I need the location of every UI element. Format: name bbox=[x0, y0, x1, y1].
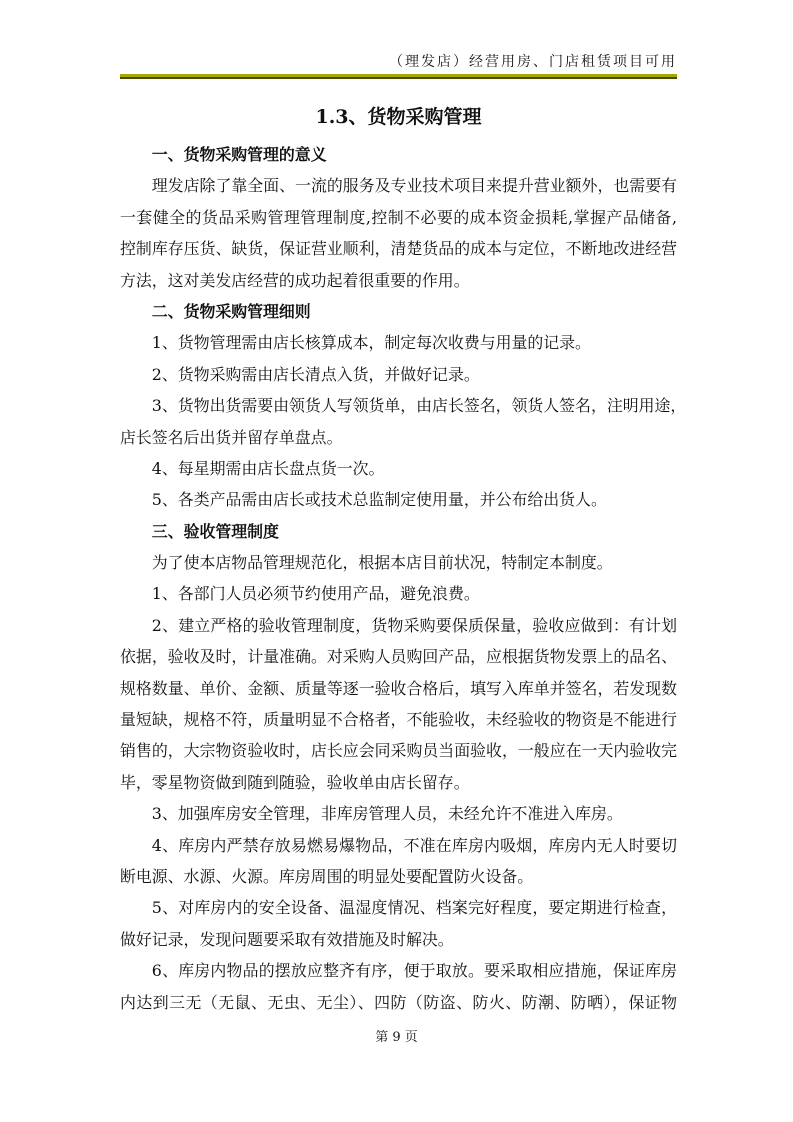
text-line: 销售的，大宗物资验收时，店长应会同采购员当面验收，一般应在一天内验收完 bbox=[120, 741, 677, 761]
text-line: 6、库房内物品的摆放应整齐有序，便于取放。要采取相应措施，保证库房 bbox=[151, 961, 677, 981]
paragraph bbox=[120, 170, 677, 296]
text-line: 规格数量、单价、金额、质量等逐一验收合格后，填写入库单并签名，若发现数 bbox=[120, 678, 677, 698]
paragraph bbox=[120, 390, 687, 453]
document-body bbox=[120, 139, 687, 1018]
text-line: 5、对库房内的安全设备、温湿度情况、档案完好程度，要定期进行检查， bbox=[151, 898, 677, 918]
subsection-heading bbox=[120, 516, 677, 547]
text-line: 依据，验收及时，计量准确。对采购人员购回产品，应根据货物发票上的品名、 bbox=[120, 647, 677, 667]
text-line: 方法，这对美发店经营的成功起着很重要的作用。 bbox=[120, 270, 470, 290]
paragraph bbox=[120, 547, 677, 578]
section-title: 1.3、货物采购管理 bbox=[315, 106, 482, 128]
text-line: 毕，零星物资做到随到随验，验收单由店长留存。 bbox=[120, 772, 470, 792]
subsection-heading bbox=[120, 139, 677, 170]
text-line: 断电源、水源、火源。库房周围的明显处要配置防火设备。 bbox=[120, 866, 534, 886]
text-line: 二、货物采购管理细则 bbox=[151, 301, 311, 321]
text-line: 做好记录，发现问题要采取有效措施及时解决。 bbox=[120, 929, 454, 949]
text-line: 4、库房内严禁存放易燃易爆物品，不准在库房内吸烟，库房内无人时要切 bbox=[151, 835, 677, 855]
paragraph bbox=[120, 830, 677, 893]
text-line: 4、每星期需由店长盘点货一次。 bbox=[151, 458, 385, 478]
page-number: 第 9 页 bbox=[375, 1030, 418, 1045]
paragraph bbox=[120, 359, 677, 390]
text-line: 3、加强库房安全管理，非库房管理人员，未经允许不准进入库房。 bbox=[151, 804, 623, 824]
running-header: （理发店）经营用房、门店租赁项目可用 bbox=[389, 54, 677, 70]
text-line: 店长签名后出货并留存单盘点。 bbox=[120, 427, 343, 447]
paragraph bbox=[120, 798, 677, 829]
text-line: 三、验收管理制度 bbox=[151, 521, 279, 541]
text-line: 为了使本店物品管理规范化，根据本店目前状况，特制定本制度。 bbox=[151, 553, 613, 573]
paragraph bbox=[120, 578, 677, 609]
header-rule-shadow bbox=[120, 77, 677, 79]
paragraph bbox=[120, 453, 677, 484]
text-line: 1、货物管理需由店长核算成本，制定每次收费与用量的记录。 bbox=[151, 333, 591, 353]
paragraph bbox=[120, 484, 677, 515]
text-line: 量短缺，规格不符，质量明显不合格者，不能验收，未经验收的物资是不能进行 bbox=[120, 710, 677, 730]
text-line: 1、各部门人员必须节约使用产品，避免浪费。 bbox=[151, 584, 480, 604]
paragraph bbox=[120, 327, 677, 358]
text-line: 2、建立严格的验收管理制度，货物采购要保质保量，验收应做到：有计划 bbox=[151, 615, 677, 635]
paragraph bbox=[120, 955, 677, 1018]
subsection-heading bbox=[120, 296, 677, 327]
text-line: 3、货物出货需要由领货人写领货单，由店长签名，领货人签名，注明用途， bbox=[151, 396, 687, 416]
text-line: 控制库存压货、缺货，保证营业顺利，清楚货品的成本与定位，不断地改进经营 bbox=[120, 239, 677, 259]
text-line: 理发店除了靠全面、一流的服务及专业技术项目来提升营业额外，也需要有 bbox=[151, 176, 677, 196]
paragraph bbox=[120, 610, 677, 798]
text-line: 一、货物采购管理的意义 bbox=[151, 145, 327, 164]
text-line: 2、货物采购需由店长清点入货，并做好记录。 bbox=[151, 364, 480, 384]
paragraph bbox=[120, 892, 677, 955]
text-line: 一套健全的货品采购管理管理制度,控制不必要的成本资金损耗,掌握产品储备, bbox=[120, 207, 677, 227]
text-line: 5、各类产品需由店长或技术总监制定使用量，并公布给出货人。 bbox=[151, 490, 607, 510]
text-line: 内达到三无（无鼠、无虫、无尘）、四防（防盗、防火、防潮、防晒），保证物 bbox=[120, 992, 677, 1012]
